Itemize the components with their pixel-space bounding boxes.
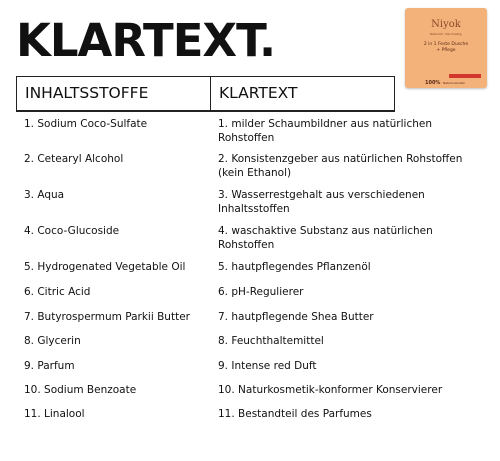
- explanation-cell: 6. pH-Regulierer: [218, 286, 304, 298]
- page-title: KLARTEXT.: [16, 14, 276, 67]
- ingredient-cell: 9. Parfum: [24, 360, 75, 372]
- explanation-cell: 5. hautpflegendes Pflanzenöl: [218, 261, 371, 273]
- product-tagline: Natürlich. Nachhaltig.: [429, 32, 463, 36]
- ingredient-cell: 5. Hydrogenated Vegetable Oil: [24, 261, 186, 273]
- product-image: [405, 8, 487, 88]
- product-badge: 100%: [425, 80, 441, 86]
- explanation-cell: 1. milder Schaumbildner aus natürlichen Rohstoffen: [218, 118, 432, 144]
- ingredients-table: [16, 76, 395, 112]
- product-brand: Niyok: [431, 19, 461, 30]
- product-badge-sub: Naturkosmetik: [443, 81, 465, 85]
- ingredient-cell: 3. Aqua: [24, 189, 65, 201]
- explanation-cell: 2. Konsistenzgeber aus natürlichen Rohstoffen (kein Ethanol): [218, 153, 463, 179]
- product-name-line1: 2 in 1 Feste Dusche: [423, 42, 469, 47]
- explanation-cell: 3. Wasserrestgehalt aus verschiedenen Inhaltsstoffen: [218, 189, 425, 215]
- explanation-cell: 8. Feuchthaltemittel: [218, 335, 324, 347]
- explanation-cell: 7. hautpflegende Shea Butter: [218, 311, 374, 323]
- product-red-tag: [449, 74, 481, 78]
- ingredient-cell: 7. Butyrospermum Parkii Butter: [24, 311, 190, 323]
- header-ingredients: INHALTSSTOFFE: [17, 77, 211, 110]
- ingredient-cell: 11. Linalool: [24, 408, 85, 420]
- header-klartext: KLARTEXT: [219, 84, 298, 102]
- explanation-cell: 11. Bestandteil des Parfumes: [218, 408, 372, 420]
- explanation-cell: 4. waschaktive Substanz aus natürlichen Rohstoffen: [218, 225, 433, 251]
- ingredient-cell: 6. Citric Acid: [24, 286, 91, 298]
- ingredient-cell: 4. Coco-Glucoside: [24, 225, 120, 237]
- ingredient-cell: 2. Cetearyl Alcohol: [24, 153, 124, 165]
- table-header: [17, 77, 394, 111]
- explanation-cell: 9. Intense red Duft: [218, 360, 317, 372]
- ingredient-cell: 1. Sodium Coco-Sulfate: [24, 118, 148, 130]
- product-name: [405, 42, 487, 54]
- ingredient-cell: 8. Glycerin: [24, 335, 81, 347]
- explanation-cell: 10. Naturkosmetik-konformer Konservierer: [218, 384, 443, 396]
- product-name-line2: + Pflege: [436, 48, 456, 53]
- ingredient-cell: 10. Sodium Benzoate: [24, 384, 137, 396]
